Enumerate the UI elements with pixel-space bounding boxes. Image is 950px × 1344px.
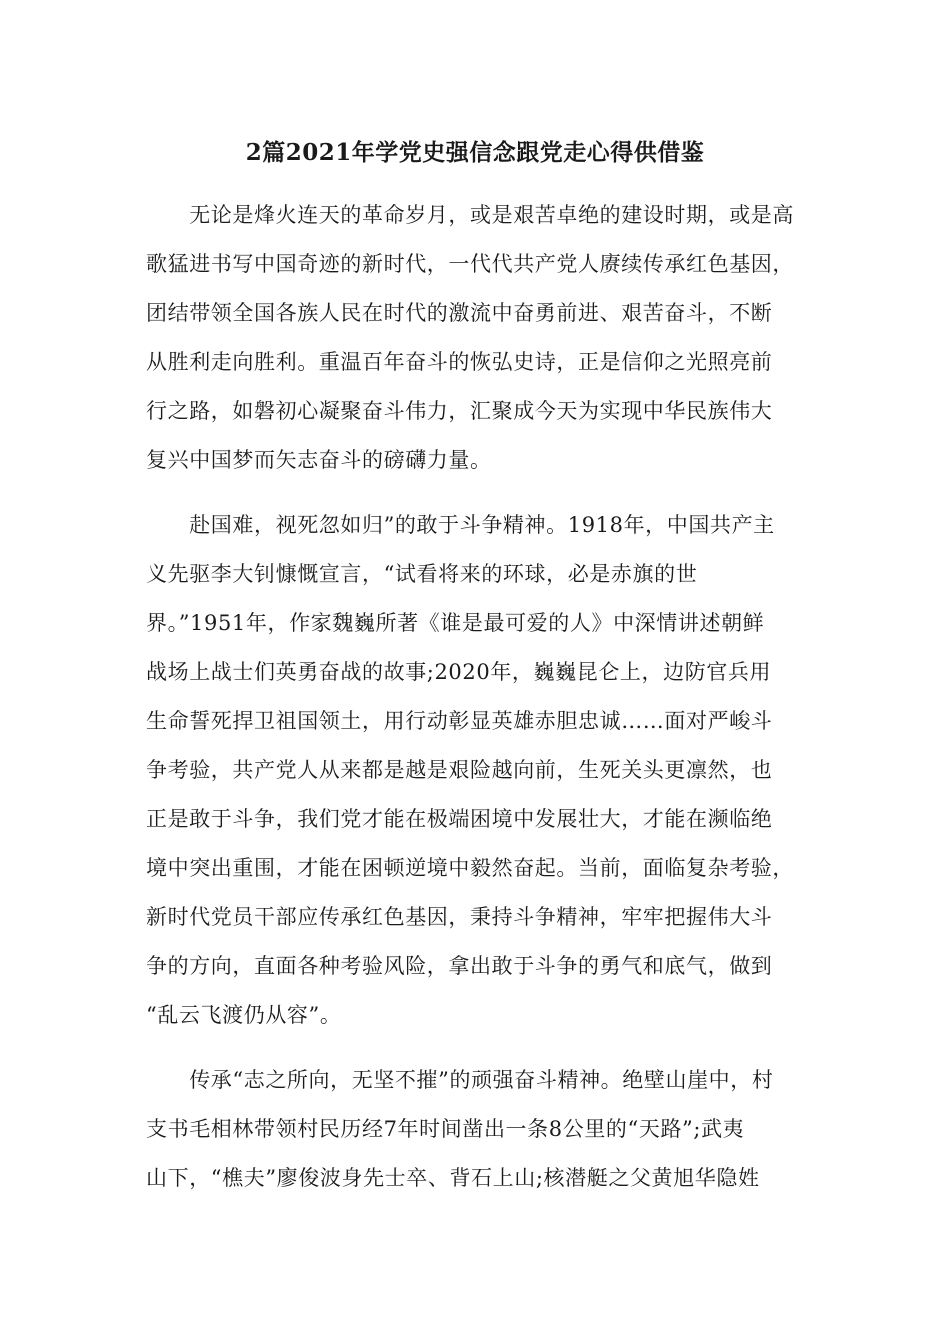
paragraph-1-line-2: 歌猛进书写中国奇迹的新时代，一代代共产党人赓续传承红色基因， xyxy=(146,252,794,276)
paragraph-3-line-3: 山下，“樵夫”廖俊波身先士卒、背石上山;核潜艇之父黄旭华隐姓 xyxy=(146,1166,760,1190)
paragraph-2-line-6: 争考验，共产党人从来都是越是艰险越向前，生死关头更凛然，也 xyxy=(146,758,773,782)
paragraph-2-line-5: 生命誓死捍卫祖国领土，用行动彰显英雄赤胆忠诚……面对严峻斗 xyxy=(146,709,773,733)
paragraph-1-line-6: 复兴中国梦而矢志奋斗的磅礴力量。 xyxy=(146,448,492,472)
paragraph-2-line-2: 义先驱李大钊慷慨宣言，“试看将来的环球，必是赤旗的世 xyxy=(146,562,698,586)
paragraph-2-line-4: 战场上战士们英勇奋战的故事;2020年，巍巍昆仑上，边防官兵用 xyxy=(146,660,772,684)
paragraph-2-line-10: 争的方向，直面各种考验风险，拿出敢于斗争的勇气和底气，做到 xyxy=(146,954,773,978)
document-title: 2篇2021年学党史强信念跟党走心得供借鉴 xyxy=(245,139,705,166)
paragraph-2-line-8: 境中突出重围，才能在困顿逆境中毅然奋起。当前，面临复杂考验， xyxy=(146,856,794,880)
paragraph-2-line-7: 正是敢于斗争，我们党才能在极端困境中发展壮大，才能在濒临绝 xyxy=(146,807,773,831)
paragraph-1-line-5: 行之路，如磐初心凝聚奋斗伟力，汇聚成今天为实现中华民族伟大 xyxy=(146,399,773,423)
paragraph-1-line-3: 团结带领全国各族人民在时代的激流中奋勇前进、艰苦奋斗，不断 xyxy=(146,301,773,325)
paragraph-2-line-9: 新时代党员干部应传承红色基因，秉持斗争精神，牢牢把握伟大斗 xyxy=(146,905,773,929)
paragraph-1-line-4: 从胜利走向胜利。重温百年奋斗的恢弘史诗，正是信仰之光照亮前 xyxy=(146,350,773,374)
paragraph-1-line-1: 无论是烽火连天的革命岁月，或是艰苦卓绝的建设时期，或是高 xyxy=(146,203,794,227)
paragraph-3-line-2: 支书毛相林带领村民历经7年时间凿出一条8公里的“天路”;武夷 xyxy=(146,1117,745,1141)
paragraph-2-line-3: 界。”1951年，作家魏巍所著《谁是最可爱的人》中深情讲述朝鲜 xyxy=(146,611,765,635)
paragraph-3-line-1: 传承“志之所向，无坚不摧”的顽强奋斗精神。绝壁山崖中，村 xyxy=(146,1068,774,1092)
paragraph-2-line-1: 赴国难，视死忽如归”的敢于斗争精神。1918年，中国共产主 xyxy=(146,513,775,537)
paragraph-2-line-11: “乱云飞渡仍从容”。 xyxy=(146,1003,342,1027)
